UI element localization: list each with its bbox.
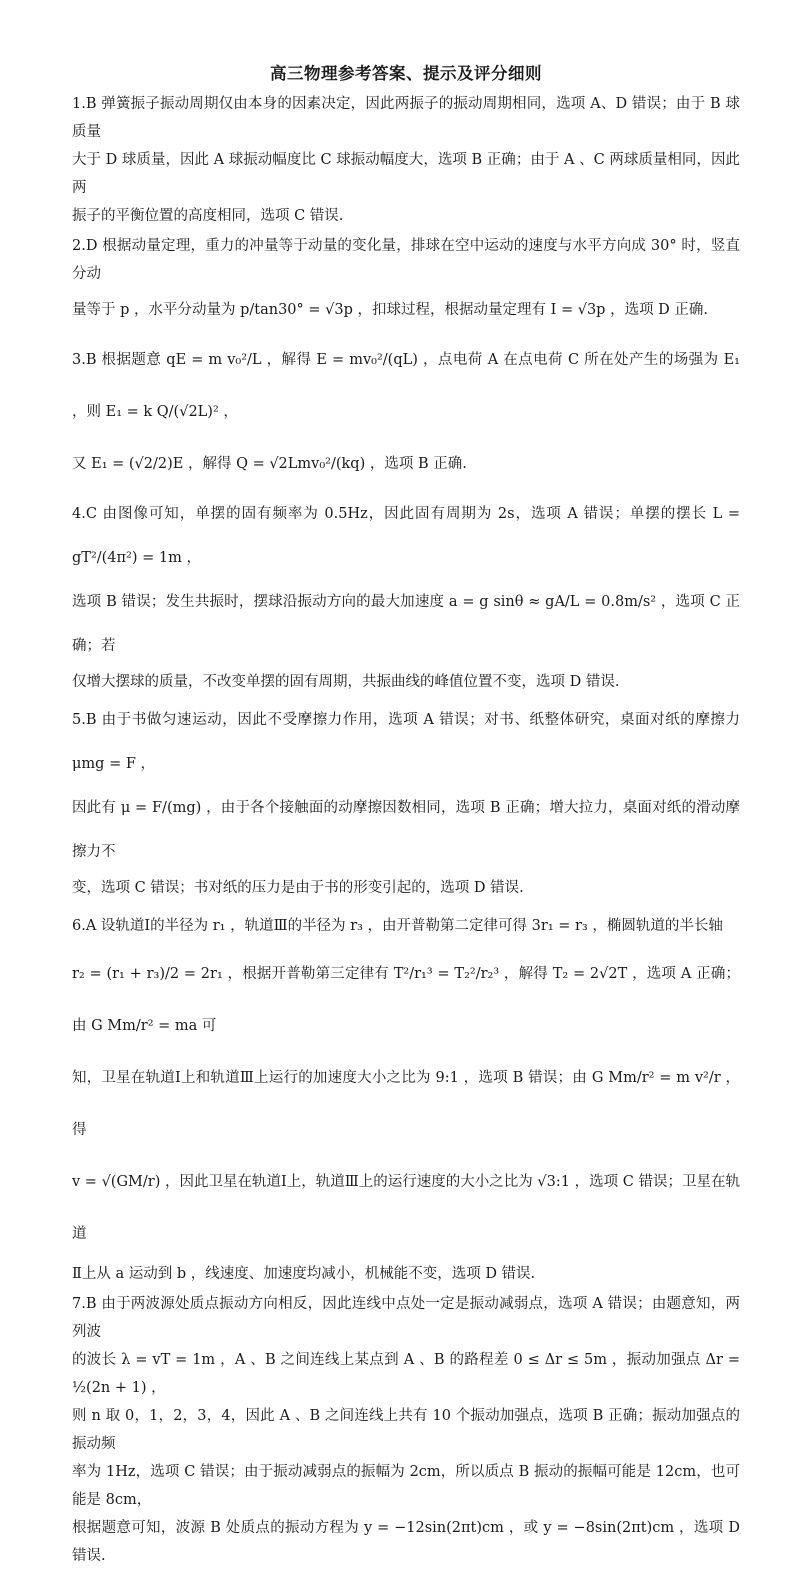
- q2-line-1: 2.D 根据动量定理，重力的冲量等于动量的变化量，排球在空中运动的速度与水平方向成 30° 时，竖直分动: [72, 238, 740, 282]
- q6-line-1: 6.A 设轨道Ⅰ的半径为 r₁ ，轨道Ⅲ的半径为 r₃ ，由开普勒第二定律可得 3r₁ = r₃ ，椭圆轨道的半长轴: [72, 918, 723, 934]
- q7-line-3: 则 n 取 0，1，2，3，4，因此 A 、B 之间连线上共有 10 个振动加强点，选项 B 正确；振动加强点的振动频: [72, 1408, 740, 1452]
- q2-line-2: 量等于 p ，水平分动量为 p/tan30° = √3p ，扣球过程，根据动量定理有 I = √3p ，选项 D 正确.: [72, 302, 709, 318]
- q5-line-3: 变，选项 C 错误；书对纸的压力是由于书的形变引起的，选项 D 错误.: [72, 880, 524, 896]
- q3-line-1: 3.B 根据题意 qE = m v₀²/L ，解得 E = mv₀²/(qL) ，点电荷 A 在点电荷 C 所在处产生的场强为 E₁ ，则 E₁ = k Q/(√2L)² ，: [72, 352, 740, 420]
- q1-line-1: 1.B 弹簧振子振动周期仅由本身的因素决定，因此两振子的振动周期相同，选项 A、D 错误；由于 B 球质量: [72, 96, 740, 140]
- q7-line-2: 的波长 λ = vT = 1m ，A 、B 之间连线上某点到 A 、B 的路程差 0 ≤ Δr ≤ 5m ，振动加强点 Δr = ½(2n + 1) ，: [72, 1352, 740, 1396]
- q4-line-2: 选项 B 错误；发生共振时，摆球沿振动方向的最大加速度 a = g sinθ ≈ gA/L = 0.8m/s² ，选项 C 正确；若: [72, 594, 740, 654]
- question-6: [72, 904, 740, 1288]
- question-5: [72, 698, 740, 902]
- q6-line-2: r₂ = (r₁ + r₃)/2 = 2r₁ ，根据开普勒第三定律有 T²/r₁³ = T₂²/r₂³ ，解得 T₂ = 2√2T ，选项 A 正确；由 G Mm/r² = ma 可: [72, 966, 740, 1034]
- q1-line-3: 振子的平衡位置的高度相同，选项 C 错误.: [72, 208, 344, 224]
- q6-line-5: Ⅱ上从 a 运动到 b ，线速度、加速度均减小，机械能不变，选项 D 错误.: [72, 1266, 536, 1282]
- q4-line-1: 4.C 由图像可知，单摆的固有频率为 0.5Hz，因此固有周期为 2s，选项 A 错误；单摆的摆长 L = gT²/(4π²) = 1m ，: [72, 506, 740, 566]
- q6-line-3: 知，卫星在轨道Ⅰ上和轨道Ⅲ上运行的加速度大小之比为 9:1 ，选项 B 错误；由 G Mm/r² = m v²/r ，得: [72, 1070, 740, 1138]
- q4-line-3: 仅增大摆球的质量，不改变单摆的固有周期，共振曲线的峰值位置不变，选项 D 错误.: [72, 674, 620, 690]
- q1-line-2: 大于 D 球质量，因此 A 球振动幅度比 C 球振动幅度大，选项 B 正确；由于 A 、C 两球质量相同，因此两: [72, 152, 740, 196]
- question-1: [72, 90, 740, 230]
- q5-line-2: 因此有 μ = F/(mg) ，由于各个接触面的动摩擦因数相同，选项 B 正确；增大拉力，桌面对纸的滑动摩擦力不: [72, 800, 740, 860]
- q7-line-1: 7.B 由于两波源处质点振动方向相反，因此连线中点处一定是振动减弱点，选项 A 错误；由题意知，两列波: [72, 1296, 740, 1340]
- page-title: 高三物理参考答案、提示及评分细则: [270, 64, 542, 83]
- q6-line-4: v = √(GM/r) ，因此卫星在轨道Ⅰ上，轨道Ⅲ上的运行速度的大小之比为 √3:1 ，选项 C 错误；卫星在轨道: [72, 1174, 740, 1242]
- question-7: [72, 1290, 740, 1570]
- q7-line-5: 根据题意可知，波源 B 处质点的振动方程为 y = −12sin(2πt)cm ，或 y = −8sin(2πt)cm ，选项 D 错误.: [72, 1520, 740, 1564]
- question-4: [72, 492, 740, 696]
- question-3: [72, 334, 740, 490]
- q3-line-2: 又 E₁ = (√2/2)E ，解得 Q = √2Lmv₀²/(kq) ，选项 B 正确.: [72, 456, 467, 472]
- question-2: [72, 232, 740, 332]
- q5-line-1: 5.B 由于书做匀速运动，因此不受摩擦力作用，选项 A 错误；对书、纸整体研究，桌面对纸的摩擦力 μmg = F ，: [72, 712, 740, 772]
- q7-line-4: 率为 1Hz，选项 C 错误；由于振动减弱点的振幅为 2cm，所以质点 B 振动的振幅可能是 12cm，也可能是 8cm，: [72, 1464, 740, 1508]
